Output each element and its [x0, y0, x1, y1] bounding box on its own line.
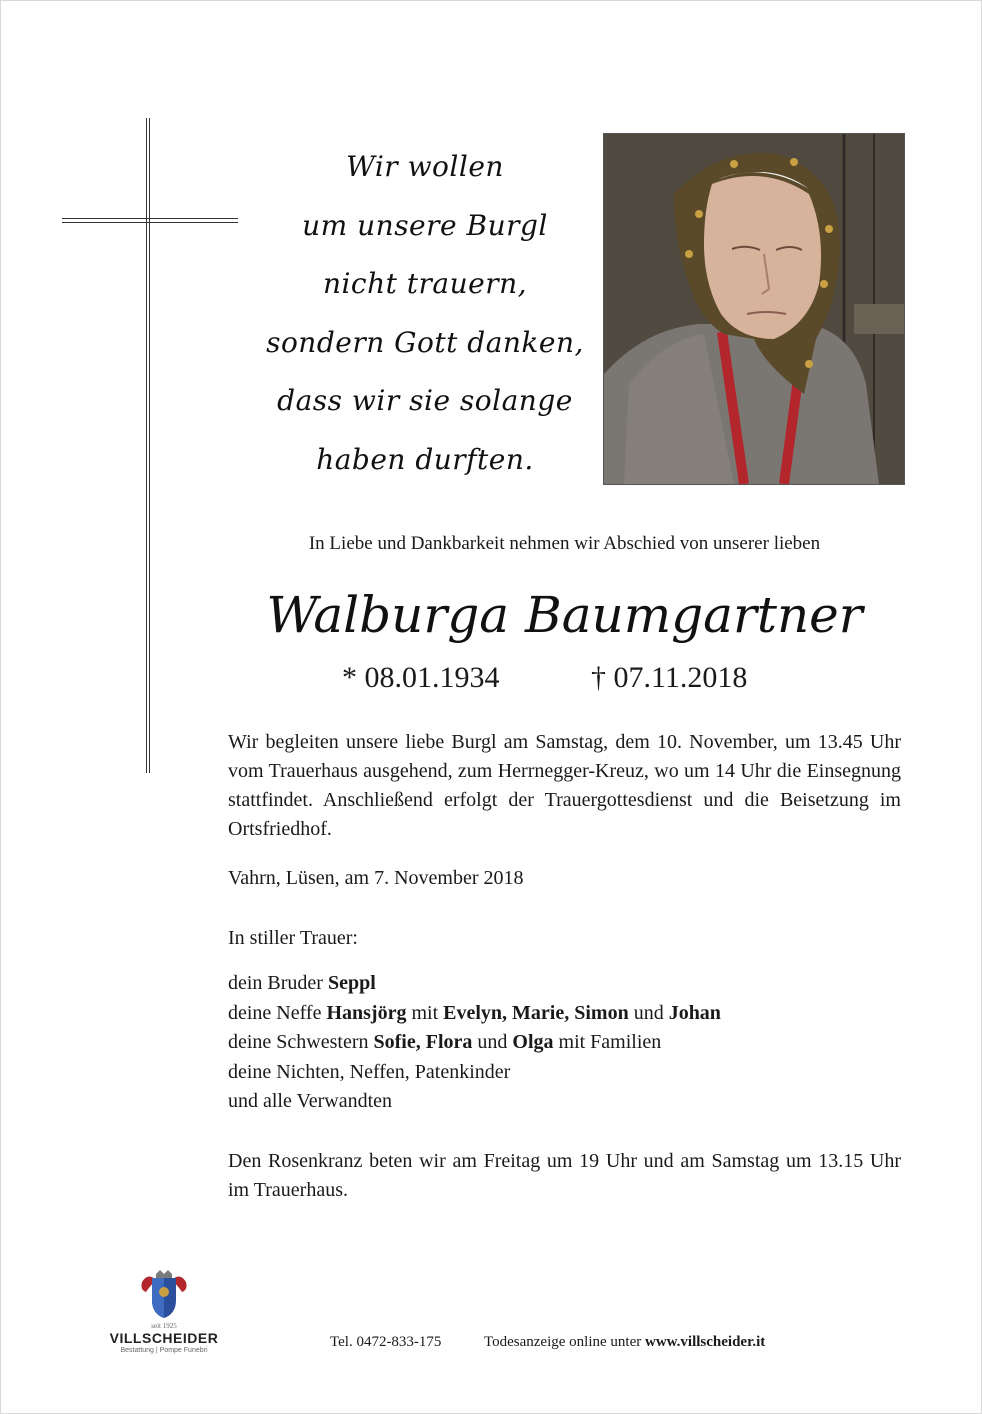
family-name: Seppl [327, 972, 376, 994]
deceased-name: Walburga Baumgartner [266, 586, 863, 644]
birth-date: * 08.01.1934 [342, 661, 500, 694]
family-line [228, 969, 901, 999]
footer-online [484, 1330, 765, 1354]
family-name: Johan [668, 1001, 721, 1024]
family-text: deine Neffe [228, 1001, 327, 1024]
place-date: Vahrn, Lüsen, am 7. November 2018 [228, 867, 524, 889]
intro-text: In Liebe und Dankbarkeit nehmen wir Abschied von unserer lieben [308, 533, 821, 554]
family-text: mit Familien [553, 1031, 662, 1053]
family-text: mit [406, 1001, 444, 1024]
memorial-poem [240, 138, 610, 489]
coat-of-arms-icon [136, 1270, 192, 1320]
family-name: Sofie, Flora [373, 1031, 473, 1053]
family-name: Olga [512, 1031, 554, 1053]
life-dates [228, 658, 901, 698]
website-link[interactable]: www.villscheider.it [644, 1334, 766, 1350]
funeral-announcement: Wir begleiten unsere liebe Burgl am Samstag, dem 10. November, um 13.45 Uhr vom Trauerhaus ausgehend, zum Herrnegger-Kreuz, wo um 14 Uhr die Einsegnung stattfindet. Anschließend erfolgt der Trauergottesdienst und die Beisetzung im Ortsfriedhof. [228, 731, 901, 840]
logo-tagline: Bestattung | Pompe Funebri [120, 1347, 208, 1354]
cross-icon-horizontal [62, 218, 238, 223]
footer-phone: Tel. 0472-833-175 [330, 1334, 442, 1350]
logo-since: seit 1925 [151, 1322, 177, 1330]
family-name: Hansjörg [326, 1001, 407, 1024]
family-text: und [628, 1001, 669, 1024]
family-text: dein Bruder [228, 972, 328, 994]
funeral-home-logo [100, 1270, 228, 1360]
family-text: deine Schwestern [228, 1031, 374, 1053]
footer [330, 1330, 890, 1354]
poem-line: sondern Gott danken, [266, 325, 584, 359]
family-text: und [472, 1031, 513, 1053]
mourning-heading: In stiller Trauer: [228, 927, 358, 949]
family-line: und alle Verwandten [228, 1090, 393, 1112]
cross-icon-vertical [146, 118, 150, 773]
death-date: † 07.11.2018 [591, 661, 748, 694]
family-list [228, 969, 901, 1117]
poem-line: Wir wollen [346, 150, 504, 183]
family-line [228, 1028, 901, 1058]
family-name: Evelyn, Marie, Simon [443, 1001, 629, 1024]
rosary-announcement: Den Rosenkranz beten wir am Freitag um 19 Uhr und am Samstag um 13.15 Uhr im Trauerhaus. [228, 1150, 901, 1201]
poem-line: nicht trauern, [322, 267, 528, 300]
poem-line: dass wir sie solange [277, 384, 573, 417]
footer-online-label: Todesanzeige online unter [484, 1334, 645, 1350]
family-line [228, 999, 901, 1029]
logo-brand: VILLSCHEIDER [109, 1330, 219, 1346]
portrait-photo [603, 133, 905, 485]
poem-line: haben durften. [316, 442, 534, 476]
family-line: deine Nichten, Neffen, Patenkinder [228, 1060, 511, 1083]
poem-line: um unsere Burgl [302, 208, 548, 242]
